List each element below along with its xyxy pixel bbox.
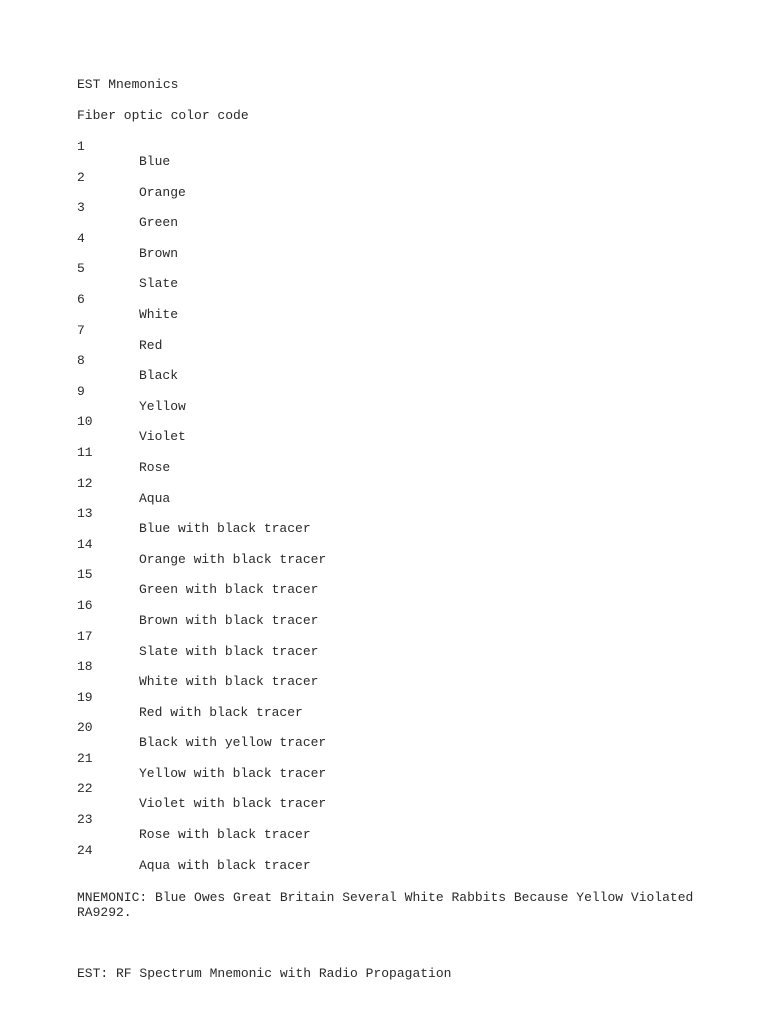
list-item bbox=[77, 231, 717, 262]
entry-number: 5 bbox=[77, 261, 85, 277]
entry-color: Blue with black tracer bbox=[139, 521, 311, 537]
entry-number: 3 bbox=[77, 200, 85, 216]
list-item bbox=[77, 567, 717, 598]
list-item bbox=[77, 139, 717, 170]
list-item bbox=[77, 476, 717, 507]
entry-number: 13 bbox=[77, 506, 93, 522]
entry-color: Rose with black tracer bbox=[139, 827, 311, 843]
list-item bbox=[77, 200, 717, 231]
list-item bbox=[77, 292, 717, 323]
entry-color: Aqua bbox=[139, 490, 171, 506]
entry-number: 9 bbox=[77, 383, 85, 399]
mnemonic-text: MNEMONIC: Blue Owes Great Britain Several White Rabbits Because Yellow Violated RA9292. bbox=[77, 890, 694, 920]
list-item bbox=[77, 261, 717, 292]
entry-number: 6 bbox=[77, 291, 85, 307]
list-item bbox=[77, 598, 717, 629]
entry-number: 2 bbox=[77, 169, 85, 185]
list-item bbox=[77, 414, 717, 445]
list-item bbox=[77, 323, 717, 354]
list-item bbox=[77, 384, 717, 415]
entry-number: 20 bbox=[77, 720, 93, 736]
entry-number: 24 bbox=[77, 842, 93, 858]
list-item bbox=[77, 812, 717, 843]
list-item bbox=[77, 506, 717, 537]
list-item bbox=[77, 537, 717, 568]
entry-color: Black bbox=[139, 368, 179, 384]
list-item bbox=[77, 629, 717, 660]
entry-number: 18 bbox=[77, 659, 93, 675]
entry-color: Red with black tracer bbox=[139, 704, 303, 720]
entry-color: Orange with black tracer bbox=[139, 551, 327, 567]
section-heading-rf-spectrum: EST: RF Spectrum Mnemonic with Radio Propagation bbox=[77, 966, 452, 981]
entry-number: 1 bbox=[77, 139, 85, 154]
entry-number: 23 bbox=[77, 812, 93, 828]
entry-number: 7 bbox=[77, 322, 85, 338]
list-item bbox=[77, 353, 717, 384]
entry-number: 4 bbox=[77, 230, 85, 246]
entry-color: Green with black tracer bbox=[139, 582, 319, 598]
entry-number: 8 bbox=[77, 353, 85, 369]
entry-number: 10 bbox=[77, 414, 93, 430]
entry-color: Red bbox=[139, 337, 163, 353]
list-item bbox=[77, 445, 717, 476]
entry-color: Rose bbox=[139, 459, 171, 475]
entry-number: 12 bbox=[77, 475, 93, 491]
list-item bbox=[77, 720, 717, 751]
entry-color: Orange bbox=[139, 184, 186, 200]
entry-color: White bbox=[139, 306, 179, 322]
entry-color: Brown with black tracer bbox=[139, 612, 319, 628]
entry-number: 19 bbox=[77, 689, 93, 705]
entry-number: 16 bbox=[77, 597, 93, 613]
list-item bbox=[77, 751, 717, 782]
entry-color: Violet with black tracer bbox=[139, 796, 327, 812]
entry-color: Violet bbox=[139, 429, 186, 445]
entry-number: 21 bbox=[77, 750, 93, 766]
entry-number: 17 bbox=[77, 628, 93, 644]
entry-color: Slate bbox=[139, 276, 179, 292]
color-code-list bbox=[77, 139, 717, 873]
entry-color: Black with yellow tracer bbox=[139, 735, 327, 751]
entry-color: Aqua with black tracer bbox=[139, 857, 311, 873]
list-item bbox=[77, 781, 717, 812]
list-item bbox=[77, 659, 717, 690]
entry-color: Green bbox=[139, 215, 179, 231]
section-heading-fiber-optic: Fiber optic color code bbox=[77, 108, 249, 123]
entry-color: Blue bbox=[139, 154, 171, 169]
entry-color: Yellow with black tracer bbox=[139, 765, 327, 781]
list-item bbox=[77, 690, 717, 721]
entry-number: 22 bbox=[77, 781, 93, 797]
entry-number: 14 bbox=[77, 536, 93, 552]
entry-number: 15 bbox=[77, 567, 93, 583]
list-item bbox=[77, 170, 717, 201]
document-title: EST Mnemonics bbox=[77, 77, 179, 92]
entry-color: Slate with black tracer bbox=[139, 643, 319, 659]
entry-number: 11 bbox=[77, 444, 93, 460]
entry-color: White with black tracer bbox=[139, 674, 319, 690]
entry-color: Yellow bbox=[139, 398, 186, 414]
list-item bbox=[77, 843, 717, 874]
entry-color: Brown bbox=[139, 245, 179, 261]
